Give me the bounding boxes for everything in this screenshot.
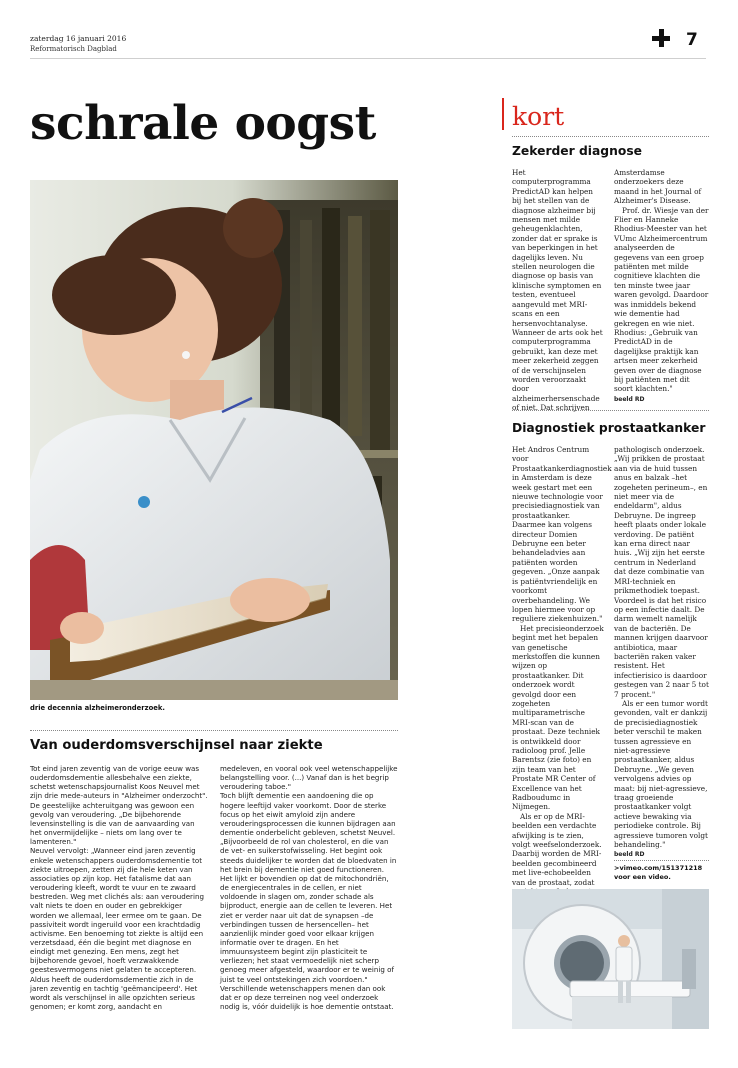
story-paragraph: pathologisch onderzoek. „Wij prikken de prostaat aan via de huid tussen anus en balzak –het zogeheten perineum–, en niet meer via de endeldarm", aldus Debruyne. De ingreep heeft plaats onder lokale verdoving. De patiënt kan erna direct naar huis. „Wij zijn het eerste centrum in Nederland dat deze combinatie van MRI-techniek en prikmethodiek toepast. Voordeel is dat het risico op een infectie daalt. De darm wemelt namelijk van de bacteriën. De mannen krijgen daarvoor antibiotica, maar bacteriën raken vaker resistent. Het infectierisico is daardoor gestegen van 2 naar 5 tot 7 procent." bbox=[614, 445, 709, 699]
dotted-divider bbox=[30, 730, 398, 731]
story-paragraph: Prof. dr. Wiesje van der Flier en Hanneke Rhodius-Meester van het VUmc Alzheimercentrum analyseerden de gegevens van een groep patiënten met milde cognitieve klachten die ten minste twee jaar waren gevolgd. Daardoor was inmiddels bekend wie dementie had gekregen en wie niet. Rhodius: „Gebruik van PredictAD in de dagelijkse praktijk kan artsen meer zekerheid geven over de diagnose bij patiënten met dit soort klachten." bbox=[614, 205, 709, 394]
story2-column-2 bbox=[614, 445, 709, 860]
article-column-2 bbox=[220, 764, 398, 1011]
story2-column-1 bbox=[512, 445, 612, 915]
dotted-divider bbox=[614, 860, 709, 861]
dotted-divider bbox=[512, 410, 709, 411]
story-title-diagnose: Zekerder diagnose bbox=[512, 144, 642, 158]
story1-column-2 bbox=[614, 168, 709, 404]
page-headline: schrale oogst bbox=[30, 96, 376, 151]
article-paragraph: Verschillende wetenschappers menen dan ook dat er op deze terreinen nog veel onderzoek nodig is, vóór duidelijk is hoe dementie ontstaat. bbox=[220, 983, 394, 1012]
story-paragraph: Het precisieonderzoek begint met het bepalen van genetische merkstoffen die kunnen wijzen op prostaatkanker. Dit onderzoek wordt gevolgd door een zogeheten multiparametrische MRI-scan van de prostaat. Deze techniek is ontwikkeld door radioloog prof. Jelle Barentsz (zie foto) en zijn team van het Prostate MR Center of Excellence van het Radboudumc in Nijmegen. bbox=[512, 623, 604, 812]
article-title: Van ouderdomsverschijnsel naar ziekte bbox=[30, 738, 323, 753]
mri-scanner-photo bbox=[512, 889, 709, 1029]
vimeo-link[interactable]: >vimeo.com/151371218 voor een video. bbox=[614, 864, 703, 881]
dotted-divider bbox=[512, 136, 709, 137]
photo-caption: drie decennia alzheimeronderzoek. bbox=[30, 704, 165, 712]
story-paragraph: Het computerprogramma PredictAD kan helpen bij het stellen van de diagnose alzheimer bij mensen met milde geheugenklachten, zonder dat er sprake is van beperkingen in het dagelijks leven. Nu stellen neurologen die diagnose op basis van klinische symptomen en testen, eventueel aangevuld met MRI-scans en een hersenvochtanalyse. Wanneer de arts ook het computerprogramma gebruikt, kan deze met meer zekerheid zeggen of de verschijnselen worden veroorzaakt door alzheimerhersenschade of niet. Dat schrijven bbox=[512, 168, 603, 413]
article-column-1 bbox=[30, 764, 208, 1011]
kort-accent-rule bbox=[502, 98, 504, 130]
header-rule bbox=[30, 58, 706, 59]
photo-credit: beeld RD bbox=[614, 395, 645, 403]
plus-icon bbox=[652, 29, 670, 47]
article-paragraph: medeleven, en vooral ook veel wetenschappelijke belangstelling voor. (...) Vanaf dan is het begrip veroudering taboe." bbox=[220, 764, 398, 792]
page-number: 7 bbox=[686, 30, 698, 50]
kort-section-label: kort bbox=[512, 102, 565, 131]
article-paragraph: Neuvel vervolgt: „Wanneer eind jaren zeventig enkele wetenschappers ouderdomsdementie tot ziekte uitroepen, zetten zij die hele keten van associaties op zijn kop. Het fatalisme dat aan veroudering kleeft, wordt te vuur en te zwaard bestreden. Weg met clichés als: aan veroudering valt niets te doen en ouder en gebrekkiger worden we allemaal, leer ermee om te gaan. De passiviteit wordt ingeruild voor een krachtdadig activisme. Een benoeming tot ziekte is altijd een verzetsdaad, één die begint met diagnose en eindigt met genezing. Een mens, zegt het bijbehorende gevoel, hoeft verzwakkende geestesvermogens niet gelaten te accepteren. bbox=[30, 846, 204, 975]
nurse-reading-book-photo bbox=[30, 180, 398, 700]
story-title-prostaatkanker: Diagnostiek prostaatkanker bbox=[512, 421, 706, 435]
story-paragraph: Het Andros Centrum voor Prostaatkankerdiagnostiek in Amsterdam is deze week gestart met een nieuwe technologie voor precisiediagnostiek van prostaatkanker. Daarmee kan volgens directeur Domien Debruyne een beter behandeladvies aan patiënten worden gegeven. „Onze aanpak is patiëntvriendelijk en voorkomt overbehandeling. We lopen hiermee voor op reguliere ziekenhuizen." bbox=[512, 445, 612, 624]
story-paragraph: Amsterdamse onderzoekers deze maand in het Journal of Alzheimer's Disease. bbox=[614, 168, 702, 206]
article-paragraph: Tot eind jaren zeventig van de vorige eeuw was ouderdomsdementie allesbehalve een ziekte, schetst wetenschapsjournalist Koos Neuvel met zijn drie mede-auteurs in "Alzheimer onderzocht". De geestelijke achteruitgang was gewoon een gevolg van veroudering. „De bijbehorende levensinstelling is die van de aanvaarding van het onvermijdelijke – niets om lang over te lamenteren." bbox=[30, 764, 208, 847]
header-date: zaterdag 16 januari 2016 bbox=[30, 34, 127, 43]
story-paragraph: Als er op de MRI-beelden een verdachte afwijking is te zien, volgt weefselonderzoek. Daarbij worden de MRI-beelden gecombineerd met live-echobeelden van de prostaat, zodat bbox=[512, 811, 602, 887]
article-paragraph: Toch blijft dementie een aandoening die op hogere leeftijd vaker voorkomt. Door de sterke focus op het eiwit amyloid zijn andere verouderingsprocessen die kunnen bijdragen aan dementie onderbelicht gebleven, schetst Neuvel. „Bijvoorbeeld de rol van cholesterol, en die van de vet- en suikerstofwisseling. Het begint ook steeds duidelijker te worden dat de bloedvaten in het brein bij dementie niet goed functioneren. Het lijkt er bovendien op dat de mitochondriën, de energiecentrales in de cellen, er niet voldoende in slagen om, zonder schade als bijproduct, energie aan de cellen te leveren. Het ziet er verder naar uit dat de synapsen –de verbindingen tussen de hersencellen– het aanzienlijk minder goed voor elkaar krijgen informatie over te dragen. En het immuunsysteem begint zijn plasticiteit te verliezen; het staat vermoedelijk niet scherp genoeg meer afgesteld, waardoor er te weinig of juist te veel ontstekingen zich voordoen." bbox=[220, 791, 397, 984]
story1-column-1 bbox=[512, 168, 604, 413]
article-paragraph: Aldus heeft de ouderdomsdementie zich in de jaren zeventig en tachtig 'geëmancipeerd'. Het wordt als verschijnsel in alle opzichten serieus genomen; er komt zorg, aandacht en bbox=[30, 974, 198, 1012]
story-paragraph: Als er een tumor wordt gevonden, valt er dankzij de precisiediagnostiek beter verschil te maken tussen agressieve en niet-agressieve prostaatkanker, aldus Debruyne. „We geven vervolgens advies op maat: bij niet-agressieve, traag groeiende prostaatkanker volgt actieve bewaking via periodieke controle. Bij agressieve tumoren volgt behandeling." bbox=[614, 698, 708, 850]
photo-credit: beeld RD bbox=[614, 851, 645, 859]
header-paper-name: Reformatorisch Dagblad bbox=[30, 45, 117, 53]
